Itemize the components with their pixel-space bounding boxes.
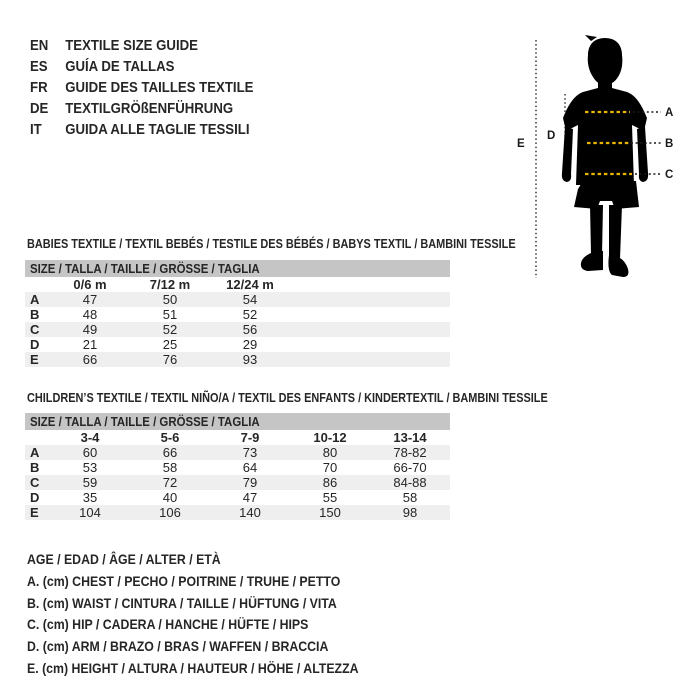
table-cell: 72 <box>162 475 178 490</box>
table-cell: 29 <box>242 337 258 352</box>
row-label: B <box>30 307 40 322</box>
table-cell: 60 <box>82 445 98 460</box>
language-row-fr <box>30 77 253 98</box>
column-header: 3-4 <box>80 430 100 445</box>
legend-item-hip: C. (cm) HIP / CADERA / HANCHE / HÜFTE / HIPS <box>27 616 309 633</box>
table-row <box>25 445 450 460</box>
table-cell: 47 <box>242 490 258 505</box>
child-right-leg <box>609 205 622 259</box>
table-cell: 80 <box>322 445 338 460</box>
row-label: E <box>30 352 39 367</box>
child-measurement-figure <box>505 25 700 285</box>
row-label: D <box>30 337 40 352</box>
table-row <box>25 505 450 520</box>
figure-label-d: D <box>547 130 556 142</box>
table-cell: 48 <box>82 307 98 322</box>
table-cell: 35 <box>82 490 98 505</box>
row-label: A <box>30 292 40 307</box>
table-cell: 76 <box>162 352 178 367</box>
table-cell: 140 <box>239 505 261 520</box>
table-cell: 78-82 <box>393 445 427 460</box>
column-header: 0/6 m <box>73 277 107 292</box>
column-header-spacer <box>25 277 50 292</box>
column-header: 5-6 <box>160 430 180 445</box>
size-header-text: SIZE / TALLA / TAILLE / GRÖSSE / TAGLIA <box>30 414 260 429</box>
child-right-shoe <box>608 255 628 277</box>
column-header: 7-9 <box>240 430 260 445</box>
column-header-spacer <box>25 430 50 445</box>
table-cell: 47 <box>82 292 98 307</box>
child-hair-tuft <box>585 35 597 41</box>
table-cell: 59 <box>82 475 98 490</box>
table-row <box>25 337 450 352</box>
table-row <box>25 322 450 337</box>
legend-item-height: E. (cm) HEIGHT / ALTURA / HAUTEUR / HÖHE / ALTEZZA <box>27 659 359 676</box>
measurement-legend <box>27 549 404 680</box>
table-cell: 54 <box>242 292 258 307</box>
table-cell: 58 <box>162 460 178 475</box>
table-cell: 64 <box>242 460 258 475</box>
table-cell: 93 <box>242 352 258 367</box>
children-column-header-row <box>25 430 450 445</box>
row-label: A <box>30 445 40 460</box>
row-label: C <box>30 475 40 490</box>
table-cell: 98 <box>402 505 418 520</box>
language-row-es <box>30 56 253 77</box>
language-row-de <box>30 98 253 119</box>
children-section-heading: CHILDREN’S TEXTILE / TEXTIL NIÑO/A / TEXTIL DES ENFANTS / KINDERTEXTIL / BAMBINI TESSILE <box>27 390 548 405</box>
figure-label-b: B <box>665 138 674 150</box>
table-row <box>25 460 450 475</box>
child-left-shoe <box>581 251 603 271</box>
legend-age-line: AGE / EDAD / ÂGE / ALTER / ETÀ <box>27 551 221 567</box>
table-row <box>25 352 450 367</box>
child-left-leg <box>590 205 603 255</box>
table-cell: 52 <box>242 307 258 322</box>
language-row-en <box>30 35 253 56</box>
table-cell: 66-70 <box>393 460 427 475</box>
table-cell: 53 <box>82 460 98 475</box>
size-header-text: SIZE / TALLA / TAILLE / GRÖSSE / TAGLIA <box>30 261 260 276</box>
legend-item-waist: B. (cm) WAIST / CINTURA / TAILLE / HÜFTUNG / VITA <box>27 594 337 611</box>
language-title: GUIDE DES TAILLES TEXTILE <box>65 79 254 96</box>
row-label: C <box>30 322 40 337</box>
table-cell: 66 <box>82 352 98 367</box>
figure-label-e: E <box>517 138 525 150</box>
language-title: GUÍA DE TALLAS <box>65 58 175 75</box>
language-code: IT <box>30 121 42 138</box>
table-cell: 49 <box>82 322 98 337</box>
babies-size-table <box>25 260 450 367</box>
table-cell: 73 <box>242 445 258 460</box>
row-label: B <box>30 460 40 475</box>
table-cell: 70 <box>322 460 338 475</box>
table-cell: 150 <box>319 505 341 520</box>
table-cell: 84-88 <box>393 475 427 490</box>
column-header: 7/12 m <box>149 277 191 292</box>
language-code: FR <box>30 79 48 96</box>
table-cell: 86 <box>322 475 338 490</box>
language-code: EN <box>30 37 49 54</box>
row-label: E <box>30 505 39 520</box>
children-size-header-bar <box>25 413 450 430</box>
figure-label-c: C <box>665 169 674 181</box>
language-row-it <box>30 119 253 140</box>
figure-label-a: A <box>665 107 674 119</box>
child-shirt <box>563 88 647 185</box>
children-size-table <box>25 413 450 520</box>
table-cell: 52 <box>162 322 178 337</box>
table-row <box>25 292 450 307</box>
child-silhouette <box>562 35 648 277</box>
table-cell: 51 <box>162 307 178 322</box>
table-cell: 104 <box>79 505 101 520</box>
table-row <box>25 475 450 490</box>
legend-item-chest: A. (cm) CHEST / PECHO / POITRINE / TRUHE / PETTO <box>27 572 341 589</box>
table-cell: 25 <box>162 337 178 352</box>
table-cell: 50 <box>162 292 178 307</box>
child-right-arm <box>637 127 648 182</box>
language-title: TEXTILGRÖßENFÜHRUNG <box>65 100 234 117</box>
column-header: 12/24 m <box>226 277 274 292</box>
column-header: 10-12 <box>313 430 347 445</box>
table-cell: 21 <box>82 337 98 352</box>
language-title: TEXTILE SIZE GUIDE <box>65 37 198 54</box>
language-code: ES <box>30 58 48 75</box>
child-shorts <box>574 181 639 209</box>
table-cell: 40 <box>162 490 178 505</box>
language-title: GUIDA ALLE TAGLIE TESSILI <box>65 121 250 138</box>
legend-item-arm: D. (cm) ARM / BRAZO / BRAS / WAFFEN / BRACCIA <box>27 638 329 655</box>
table-cell: 58 <box>402 490 418 505</box>
child-left-arm <box>562 127 573 182</box>
table-cell: 106 <box>159 505 181 520</box>
table-cell: 56 <box>242 322 258 337</box>
babies-size-header-bar <box>25 260 450 277</box>
table-cell: 55 <box>322 490 338 505</box>
babies-section-heading: BABIES TEXTILE / TEXTIL BEBÉS / TESTILE DES BÉBÉS / BABYS TEXTIL / BAMBINI TESSILE <box>27 236 516 251</box>
babies-column-header-row <box>25 277 450 292</box>
language-code: DE <box>30 100 49 117</box>
table-row <box>25 490 450 505</box>
table-cell: 79 <box>242 475 258 490</box>
column-header: 13-14 <box>393 430 427 445</box>
language-list <box>30 35 284 140</box>
table-row <box>25 307 450 322</box>
row-label: D <box>30 490 40 505</box>
table-cell: 66 <box>162 445 178 460</box>
